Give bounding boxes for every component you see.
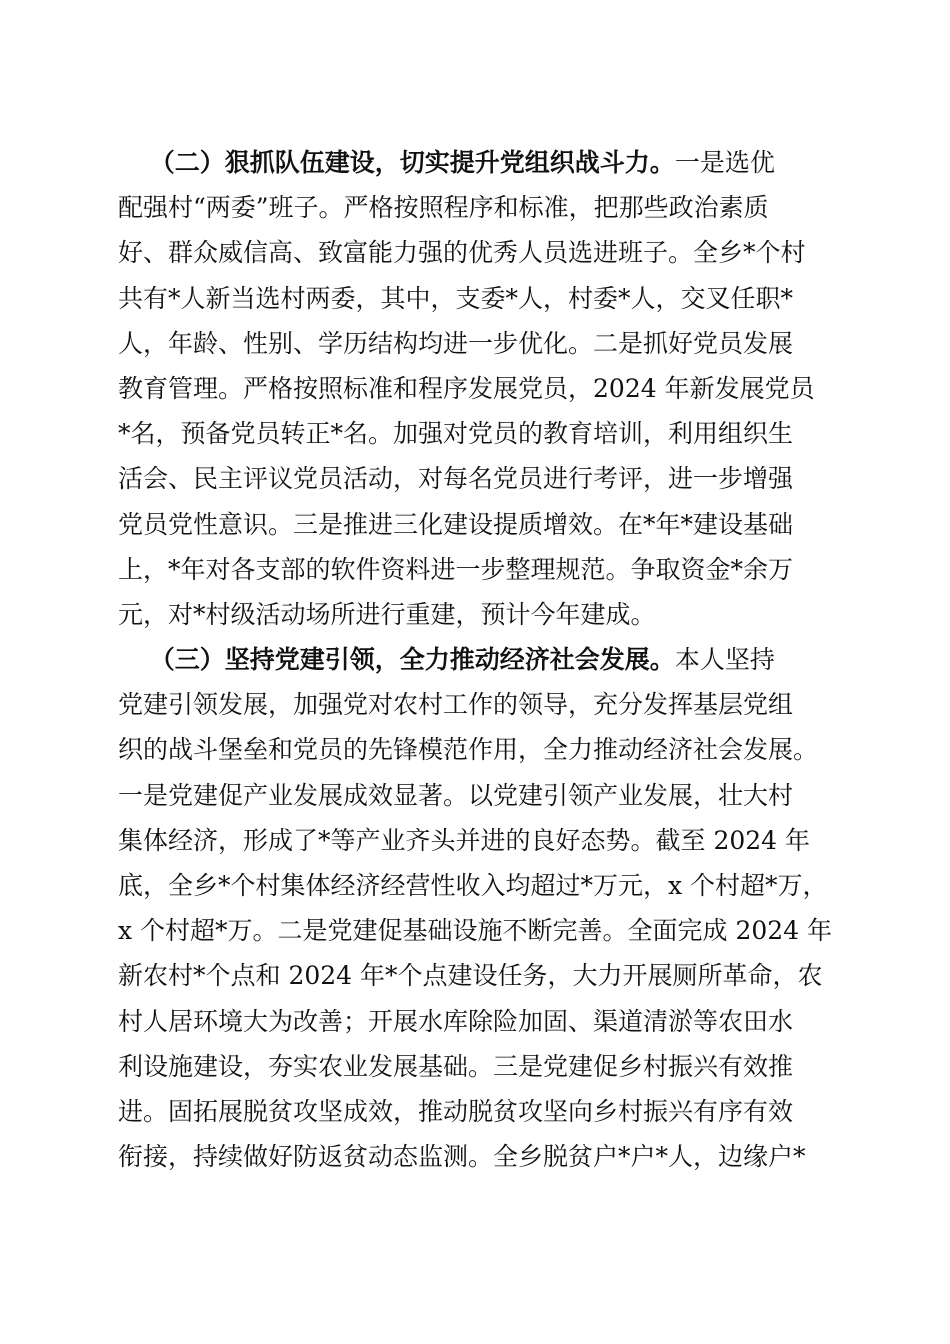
paragraph-2-line: 党员党性意识。三是推进三化建设提质增效。在*年*建设基础 <box>118 509 794 539</box>
paragraph-3-line-1-text: 本人坚持 <box>674 645 775 675</box>
paragraph-2-line: 好、群众威信高、致富能力强的优秀人员选进班子。全乡*个村 <box>118 238 806 268</box>
paragraph-3-line-1 <box>118 637 838 682</box>
paragraph-2-line: 上，*年对各支部的软件资料进一步整理规范。争取资金*余万 <box>118 554 794 584</box>
paragraph-2-line: 共有*人新当选村两委，其中，支委*人，村委*人，交叉任职* <box>118 283 794 313</box>
paragraph-3-line: 党建引领发展，加强党对农村工作的领导，充分发挥基层党组 <box>118 690 794 720</box>
paragraph-2-heading: （二）狠抓队伍建设，切实提升党组织战斗力。 <box>149 148 675 177</box>
paragraph-3-line: 底，全乡*个村集体经济经营性收入均超过*万元，x 个村超*万， <box>118 871 828 900</box>
paragraph-2-line: 人，年龄、性别、学历结构均进一步优化。二是抓好党员发展 <box>118 328 794 358</box>
paragraph-3-line: 衔接，持续做好防返贫动态监测。全乡脱贫户*户*人，边缘户* <box>118 1142 806 1172</box>
paragraph-3-line: 一是党建促产业发展成效显著。以党建引领产业发展，壮大村 <box>118 780 794 810</box>
paragraph-2-line: 活会、民主评议党员活动，对每名党员进行考评，进一步增强 <box>118 464 794 494</box>
paragraph-2-line: 教育管理。严格按照标准和程序发展党员，2024 年新发展党员 <box>118 373 815 403</box>
paragraph-3-line: 集体经济，形成了*等产业齐头并进的良好态势。截至 2024 年 <box>118 825 811 855</box>
paragraph-3-line: x 个村超*万。二是党建促基础设施不断完善。全面完成 2024 年 <box>118 916 833 946</box>
paragraph-3-heading: （三）坚持党建引领，全力推动经济社会发展。 <box>149 645 675 675</box>
paragraph-2-line: 元，对*村级活动场所进行重建，预计今年建成。 <box>118 599 656 629</box>
paragraph-3-line: 利设施建设，夯实农业发展基础。三是党建促乡村振兴有效推 <box>118 1051 794 1081</box>
paragraph-3-line: 村人居环境大为改善；开展水库除险加固、渠道清淤等农田水 <box>118 1006 794 1036</box>
document-body <box>118 140 838 1179</box>
paragraph-3-line: 进。固拓展脱贫攻坚成效，推动脱贫攻坚向乡村振兴有序有效 <box>118 1096 794 1126</box>
paragraph-3-line: 新农村*个点和 2024 年*个点建设任务，大力开展厕所革命，农 <box>118 961 823 991</box>
paragraph-2-line-1 <box>118 140 838 185</box>
paragraph-2-line: *名，预备党员转正*名。加强对党员的教育培训，利用组织生 <box>118 419 794 449</box>
paragraph-2-line: 配强村“两委”班子。严格按照程序和标准，把那些政治素质 <box>118 193 769 223</box>
paragraph-3-line: 织的战斗堡垒和党员的先锋模范作用，全力推动经济社会发展。 <box>118 735 819 765</box>
paragraph-2-line-1-text: 一是选优 <box>674 148 775 177</box>
